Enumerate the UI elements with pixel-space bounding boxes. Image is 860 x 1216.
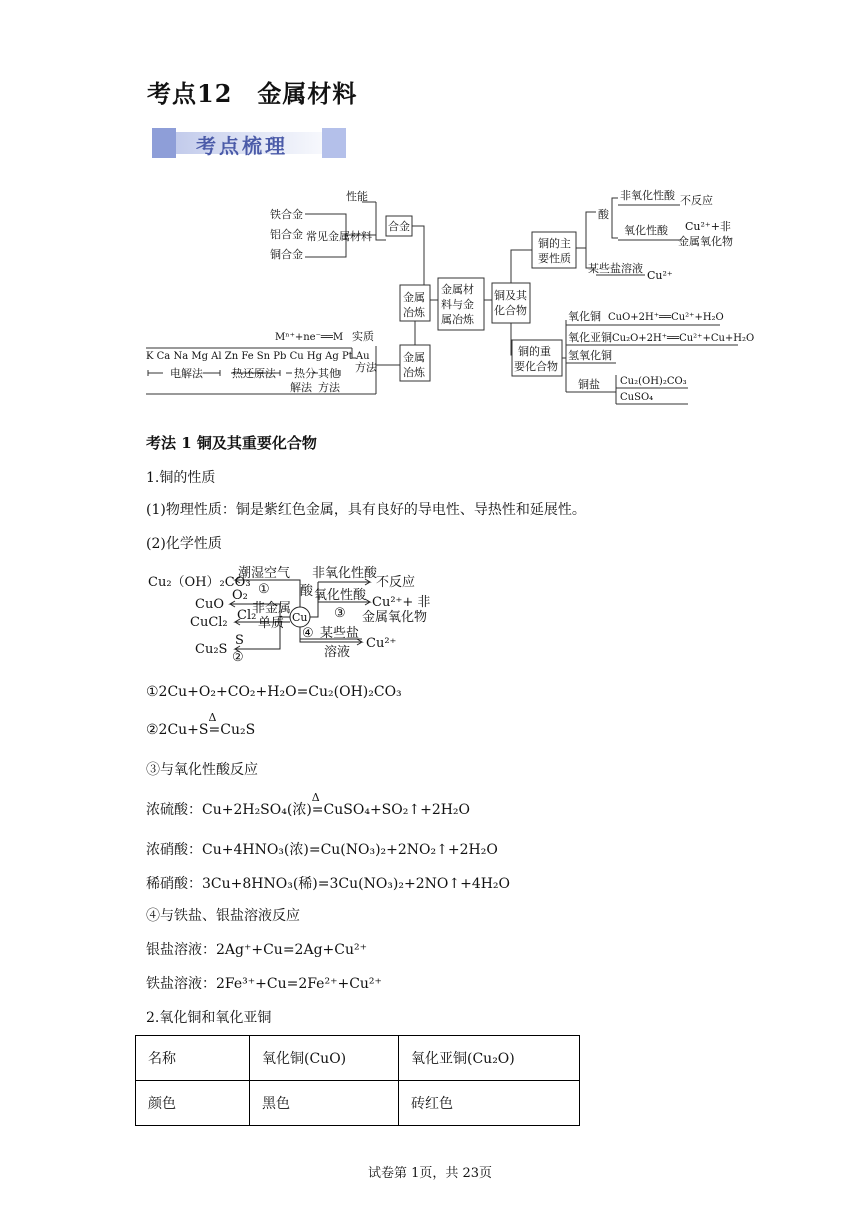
mm-other: 其他 bbox=[318, 367, 340, 380]
eq-9: 铁盐溶液：2Fe³⁺+Cu=2Fe²⁺+Cu²⁺ bbox=[146, 976, 382, 992]
eq-7: ④与铁盐、银盐溶液反应 bbox=[146, 908, 300, 924]
mm-cuso4: CuSO₄ bbox=[620, 392, 654, 403]
fig-s: S bbox=[235, 633, 244, 648]
fig-c1: ① bbox=[258, 582, 270, 597]
mm-center-b: 料与金 bbox=[441, 298, 474, 311]
mm-fe-alloy: 铁合金 bbox=[270, 208, 303, 221]
mm-smelt1-a: 金属 bbox=[403, 291, 425, 304]
eq-1: ①2Cu+O₂+CO₂+H₂O=Cu₂(OH)₂CO₃ bbox=[146, 684, 402, 700]
table-cell: 黑色 bbox=[250, 1081, 399, 1126]
mm-heat-dec: 热分 bbox=[294, 367, 316, 380]
table-row bbox=[136, 1036, 580, 1081]
fig-c4: ④ bbox=[302, 626, 314, 641]
fig-acid: 酸 bbox=[300, 584, 314, 599]
page-footer: 试卷第 1页，共 23页 bbox=[367, 1166, 493, 1181]
cu-reaction-diagram bbox=[140, 560, 440, 670]
mm-essence-eq: Mⁿ⁺+ne⁻══M bbox=[275, 332, 344, 343]
fig-cuo: CuO bbox=[195, 597, 224, 612]
fig-some-salt: 某些盐 bbox=[320, 626, 360, 641]
eq-2-right: Cu₂S bbox=[220, 722, 256, 738]
mm-no-react: 不反应 bbox=[680, 194, 713, 207]
mind-map bbox=[0, 0, 860, 420]
mm-cu2o-eq: Cu₂O+2H⁺══Cu²⁺+Cu+H₂O bbox=[612, 333, 755, 344]
fig-cu2s: Cu₂S bbox=[195, 642, 228, 657]
mm-smelt2-a: 金属 bbox=[403, 351, 425, 364]
eq-4-heat: Δ = bbox=[312, 800, 324, 820]
eq-4-left: 浓硫酸：Cu+2H₂SO₄(浓) bbox=[146, 802, 312, 818]
fig-cu2-non: Cu²⁺+ 非 bbox=[372, 595, 431, 610]
table-row bbox=[136, 1081, 580, 1126]
mm-acid: 酸 bbox=[598, 208, 609, 221]
mm-smelt2-b: 冶炼 bbox=[403, 366, 425, 379]
para-2: (1)物理性质：铜是紫红色金属，具有良好的导电性、导热性和延展性。 bbox=[146, 502, 586, 518]
eq-4 bbox=[146, 791, 471, 820]
mm-elec: 电解法 bbox=[170, 367, 203, 380]
mm-cu-comp-a: 铜及其 bbox=[494, 289, 527, 302]
eq-2-delta: Δ bbox=[208, 711, 217, 724]
mm-cu-imp-a: 铜的重 bbox=[518, 345, 551, 358]
mm-cu-alloy: 铜合金 bbox=[270, 248, 303, 261]
mm-smelt1-b: 冶炼 bbox=[403, 306, 425, 319]
mm-cu-main-a: 铜的主 bbox=[538, 237, 571, 250]
mm-cuo-eq: CuO+2H⁺══Cu²⁺+H₂O bbox=[608, 312, 724, 323]
table-cell: 名称 bbox=[136, 1036, 250, 1081]
fig-nonmetal: 非金属 bbox=[252, 601, 292, 616]
eq-2-left: ②2Cu+S bbox=[146, 722, 209, 738]
fig-metal-ox: 金属氧化物 bbox=[362, 610, 428, 625]
fig-no-react: 不反应 bbox=[376, 575, 416, 590]
table-cell: 氧化铜(CuO) bbox=[250, 1036, 399, 1081]
mm-alloy: 合金 bbox=[388, 220, 410, 233]
para-4: 2.氧化铜和氧化亚铜 bbox=[146, 1010, 272, 1026]
mm-cu2-nonmetal: Cu²⁺+非 bbox=[685, 220, 731, 233]
banner-text: 考点梳理 bbox=[196, 134, 288, 158]
mm-essence: 实质 bbox=[352, 330, 374, 343]
eq-6: 稀硝酸：3Cu+8HNO₃(稀)=3Cu(NO₃)₂+2NO↑+4H₂O bbox=[146, 876, 511, 892]
mm-cu-comp-b: 化合物 bbox=[494, 304, 527, 317]
mm-method: 方法 bbox=[355, 361, 377, 374]
mm-salt-sol: 某些盐溶液 bbox=[588, 262, 643, 275]
page-title: 考点12 金属材料 bbox=[147, 79, 358, 108]
eq-2 bbox=[146, 711, 256, 740]
mm-center-c: 属冶炼 bbox=[441, 313, 474, 326]
mm-heat-red: 热还原法 bbox=[232, 367, 276, 380]
fig-cu2: Cu²⁺ bbox=[366, 636, 397, 651]
mm-ox-acid: 氧化性酸 bbox=[624, 224, 668, 237]
section-heading: 考法 1 铜及其重要化合物 bbox=[146, 434, 317, 452]
fig-moist: 潮湿空气 bbox=[238, 566, 291, 581]
fig-elem: 单质 bbox=[258, 616, 285, 631]
fig-sol: 溶液 bbox=[324, 645, 351, 660]
mm-center-a: 金属材 bbox=[441, 283, 474, 296]
oxide-table bbox=[135, 1035, 580, 1126]
eq-3: ③与氧化性酸反应 bbox=[146, 762, 258, 778]
mm-common: 常见金属材料 bbox=[306, 230, 372, 243]
fig-non-ox: 非氧化性酸 bbox=[312, 566, 378, 581]
table-cell: 氧化亚铜(Cu₂O) bbox=[399, 1036, 580, 1081]
mm-cusalt: 铜盐 bbox=[578, 378, 600, 391]
mm-heat-dec2: 解法 bbox=[290, 381, 312, 394]
fig-c3: ③ bbox=[334, 606, 346, 621]
mm-basic-carb: Cu₂(OH)₂CO₃ bbox=[620, 376, 687, 387]
fig-o2: O₂ bbox=[232, 588, 248, 603]
table-cell: 砖红色 bbox=[399, 1081, 580, 1126]
table-cell: 颜色 bbox=[136, 1081, 250, 1126]
mm-non-ox-acid: 非氧化性酸 bbox=[620, 189, 675, 202]
mm-al-alloy: 铝合金 bbox=[270, 228, 303, 241]
eq-5: 浓硝酸：Cu+4HNO₃(浓)=Cu(NO₃)₂+2NO₂↑+2H₂O bbox=[146, 842, 498, 858]
mm-cu-imp-b: 要化合物 bbox=[514, 360, 558, 373]
mm-cuo: 氧化铜 bbox=[568, 310, 601, 323]
mm-cu2o: 氧化亚铜 bbox=[568, 331, 612, 344]
mm-other2: 方法 bbox=[318, 381, 340, 394]
mm-cu-main-b: 要性质 bbox=[538, 252, 571, 265]
fig-cu: Cu bbox=[292, 611, 308, 624]
mm-metal-oxide: 金属氧化物 bbox=[678, 235, 733, 248]
eq-8: 银盐溶液：2Ag⁺+Cu=2Ag+Cu²⁺ bbox=[146, 942, 367, 958]
fig-ox: 氧化性酸 bbox=[314, 588, 367, 603]
fig-cl2: Cl₂ bbox=[237, 608, 257, 623]
para-3: (2)化学性质 bbox=[146, 536, 222, 552]
para-1: 1.铜的性质 bbox=[146, 470, 216, 486]
mm-property: 性能 bbox=[346, 190, 368, 203]
eq-4-delta: Δ bbox=[311, 791, 320, 804]
eq-2-heat: Δ = bbox=[209, 720, 221, 740]
fig-basic: Cu₂（OH）₂CO₃ bbox=[148, 575, 251, 590]
fig-cucl2: CuCl₂ bbox=[190, 615, 228, 630]
mm-cu2: Cu²⁺ bbox=[647, 269, 673, 282]
mm-cuoh: 氢氧化铜 bbox=[568, 349, 612, 362]
eq-4-right: CuSO₄+SO₂↑+2H₂O bbox=[323, 802, 471, 818]
fig-c2: ② bbox=[232, 650, 244, 665]
mm-series: K Ca Na Mg Al Zn Fe Sn Pb Cu Hg Ag Pt Au bbox=[146, 351, 370, 362]
